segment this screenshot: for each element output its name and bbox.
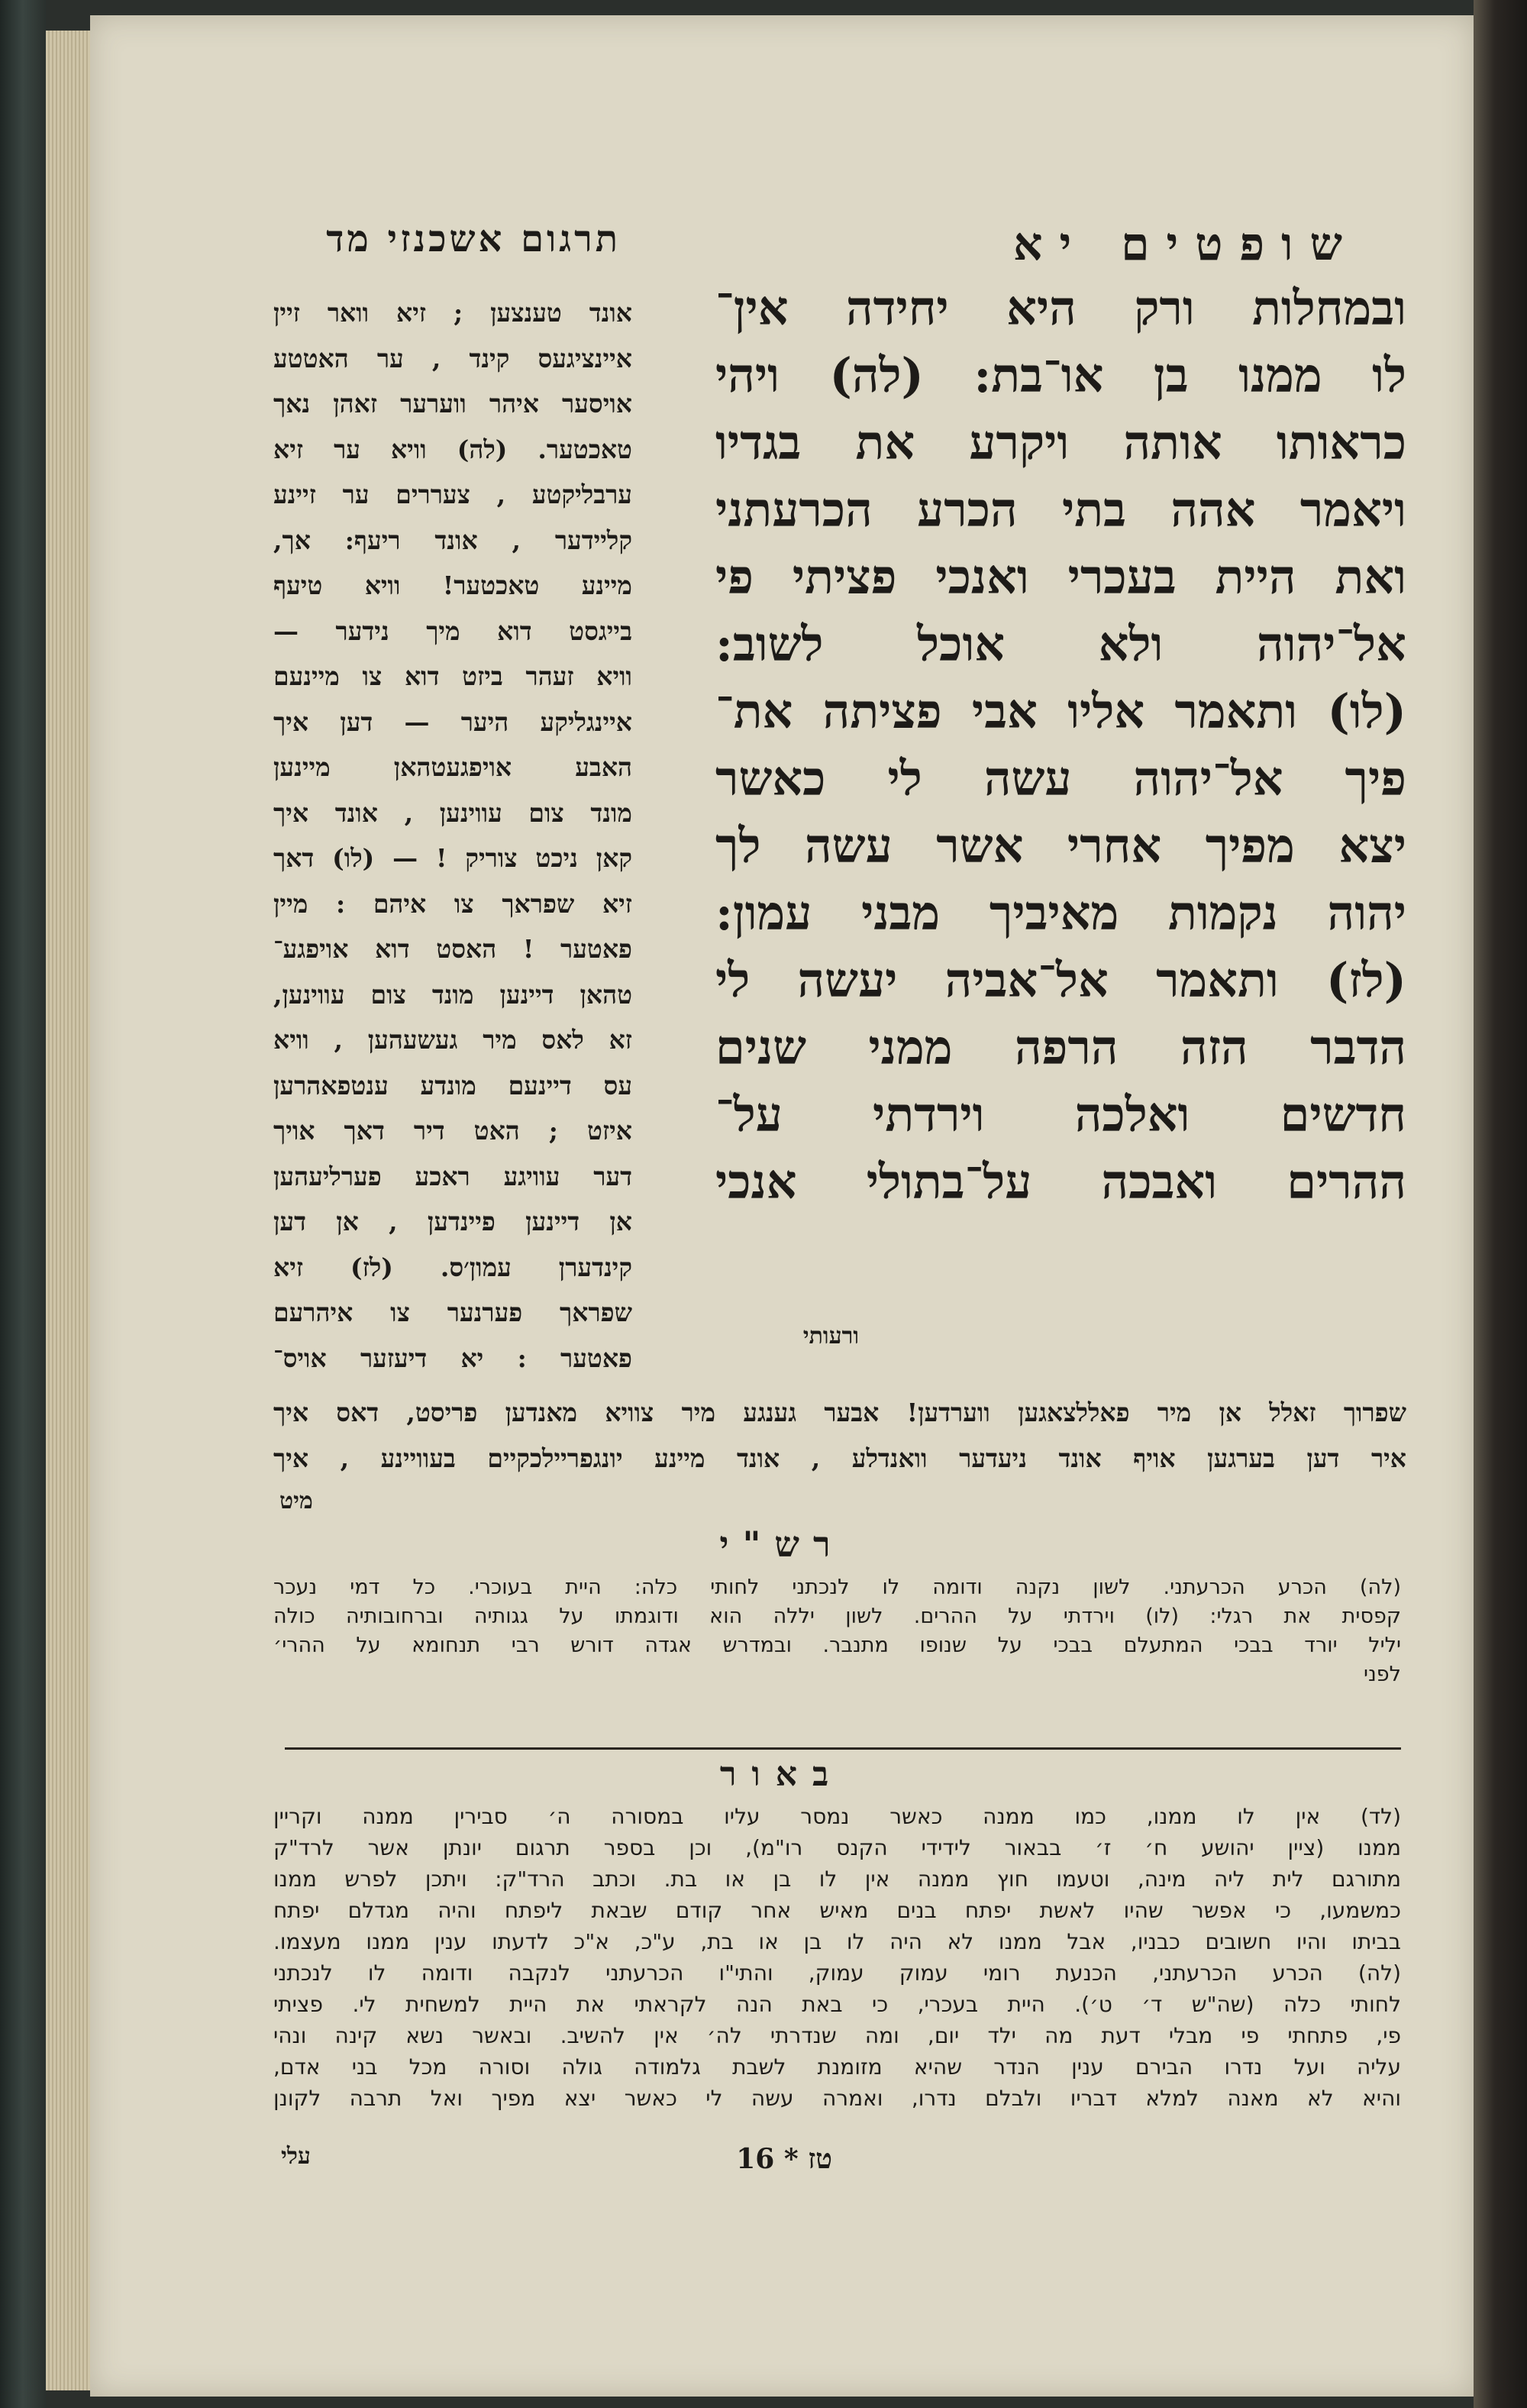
main-text-line: יצא מפיך אחרי אשר עשה לך [715,818,1406,874]
translation-line: פאטער : יא דיעזער אויס־ [273,1343,632,1373]
rashi-line: קפסית את רגלי: (לו) וירדתי על ההרים. לשון יללה הוא ודוגמתו על גגותיה וברחובותיה כולה [273,1605,1401,1628]
biur-line: לחותי כלה (שה"ש ד׳ ט׳). היית בעכרי, כי באת הנה לקראתי את היית למשחית לי. פציתי [273,1992,1401,2017]
translation-continuation [273,1390,1406,1482]
translation-line: זיא שפראך צו איהם : מיין [273,888,632,919]
rashi-line: יליל יורד בבכי המתעלם בבכי על שנופו מתנבר. ובמדרש אגדה דורש רבי תנחומא על ההרי׳ [273,1634,1401,1657]
translation-line: קאן ניכט צוריק ! — (לו) דאך [273,843,632,873]
biur-line: בביתו והיו חשובים כבניו, אבל ממנו לא היה לו בן או בת, ע"כ, א"כ לדעתו ענין ממנו מעצמו. [273,1929,1401,1954]
translation-line: שפראך פערנער צו איהרעם [273,1298,632,1327]
rashi-line: (לה) הכרע הכרעתני. לשון נקנה ודומה לו לנכתני לחותי כלה: היית בעוכרי. כל דמי נעכר [273,1576,1401,1599]
biur-line: פי, פתחתי פי מבלי דעת מה ילד יום, ומה שנדרתי לה׳ אין להשיב. ובאשר נשא קינה ונהי [273,2023,1401,2048]
translation-line: איינגליקע היער — דען איך [273,706,632,737]
translation-line: ערבליקטע , צעררים ער זיינע [273,480,632,509]
translation-line: האבע אויפגעטהאן מיינען [273,752,632,782]
main-text-line: ובמחלות ורק היא יחידה אין־ [715,280,1406,336]
biur-heading: באור [719,1755,844,1794]
translation-catchword: מיט [279,1488,313,1514]
biur-line: כמשמעו, כי אפשר שהיו לאשת יפתח בנים מאיש אחר קודם שבאת ליפתח והיה מגדלם יפתח [273,1898,1401,1923]
book-cover-edge [1474,0,1527,2408]
translation-line: איינציגעס קינד , ער האטטע [273,343,632,373]
section-divider [285,1747,1401,1750]
translation-line: אן דיינען פיינדען , אן דען [273,1207,632,1236]
main-text-line: (לז) ותאמר אל־אביה יעשה לי [715,952,1406,1008]
main-text-line: לו ממנו בן או־בת: (לה) ויהי [715,347,1406,403]
translation-line: עס דיינעם מונדע ענטפאהרען [273,1070,632,1101]
biur-line: עליה ועל נדרו הבירם ענין הנדר שהיא מזומנת לשבת גלמודה גולה וסורה מכל בני אדם, [273,2054,1401,2080]
translation-line: טאכטער. (לה) וויא ער זיא [273,434,632,464]
continuation-line: איר דען בערגען אויף אונד ניעדער וואנדלע , אונד מיינע יונגפריילכקיים בעוויינע , איך [273,1443,1406,1473]
biur-line: (לד) אין לו ממנו, כמו ממנה כאשר נמסר עליו במסורה ה׳ סבירין ממנה וקריין [273,1804,1401,1829]
page-stack-edge [46,31,92,2390]
translation-line: בייגסט דוא מיך נידער — [273,616,632,646]
continuation-line: שפרוך זאלל אן מיר פאללצאגען ווערדען! אבער גענגע מיר צוויא מאנדען פריסט, דאס איך [273,1398,1406,1427]
signature-mark: טז * 16 [736,2143,832,2175]
book-page [90,15,1474,2397]
rashi-line: לפני [1363,1663,1401,1686]
translation-line: טהאן דיינען מונד צום עווינען, [273,979,632,1010]
translation-line: קינדערן עמון׳ס. (לז) זיא [273,1252,632,1282]
main-text-line: (לו) ותאמר אליו אבי פציתה את־ [715,684,1406,739]
main-hebrew-column [715,275,1406,1298]
main-text-line: חדשים ואלכה וירדתי על־ [715,1087,1406,1143]
book-spine-edge [0,0,46,2408]
page-footer [281,2143,1260,2181]
main-text-line: כראותו אותה ויקרע את בגדיו [715,415,1406,470]
rashi-commentary [273,1573,1401,1689]
translation-line: וויא זעהר ביזט דוא צו מיינעם [273,661,632,691]
rashi-heading: רש"י [719,1524,844,1565]
main-text-line: הדבר הזה הרפה ממני שנים [715,1020,1406,1075]
translation-column [273,290,632,1390]
running-head-book: שופטים יא [1012,218,1359,271]
main-text-line: ואת היית בעכרי ואנכי פציתי פי [715,549,1406,605]
biur-line: מתורגם לית ליה מינה, וטעמו חוץ ממנה אין לו בן או בת. וכתב הרד"ק: ויתכן לפרש ממנו [273,1867,1401,1892]
main-text-line: ויאמר אהה בתי הכרע הכרעתני [715,482,1406,538]
main-catchword: ורעותי [802,1323,859,1349]
translation-line: מונד צום עווינען , אונד איך [273,797,632,828]
main-text-line: יהוה נקמות מאיביך מבני עמון: [715,885,1406,941]
translation-line: פאטער ! האסט דוא אויפגע־ [273,934,632,964]
running-head-translation: תרגום אשכנזי מד [326,218,621,260]
translation-line: דער עוויגע ראכע פערליעהען [273,1161,632,1191]
translation-line: איזט ; האט דיר דאך אויך [273,1116,632,1146]
translation-line: קליידער , אונד ריעף: אך, [273,525,632,555]
translation-line: אונד טענצען ; זיא וואר זיין [273,298,632,328]
main-text-line: אל־יהוה ולא אוכל לשוב: [715,616,1406,672]
biur-line: (לה) הכרע הכרעתני, הכנעת רומי עמוק עמוק, והתי"ו הכרעתני לנקבה ודומה לו לנכתני [273,1960,1401,1986]
biur-line: ממנו (ציין יהושע ח׳ ז׳ בבאור לידידי הקנס רו"מ), וכן בספר תרגום יונתן אשר לרד"ק [273,1835,1401,1860]
translation-line: אויסער איהר ווערער זאהן נאך [273,389,632,419]
translation-line: זא לאס מיר געשעהען , וויא [273,1025,632,1055]
biur-line: והיא לא מאנה למלא דבריו ולבלם נדרו, ואמרה עשה לי כאשר יצא מפיך ואל תרבה לקונן [273,2086,1401,2111]
main-text-line: ההרים ואבכה על־בתולי אנכי [715,1154,1406,1210]
translation-line: מיינע טאכטער! וויא טיעף [273,570,632,600]
biur-commentary [273,1801,1401,2114]
footer-catchword: עלי [281,2143,311,2170]
main-text-line: פיך אל־יהוה עשה לי כאשר [715,751,1406,806]
